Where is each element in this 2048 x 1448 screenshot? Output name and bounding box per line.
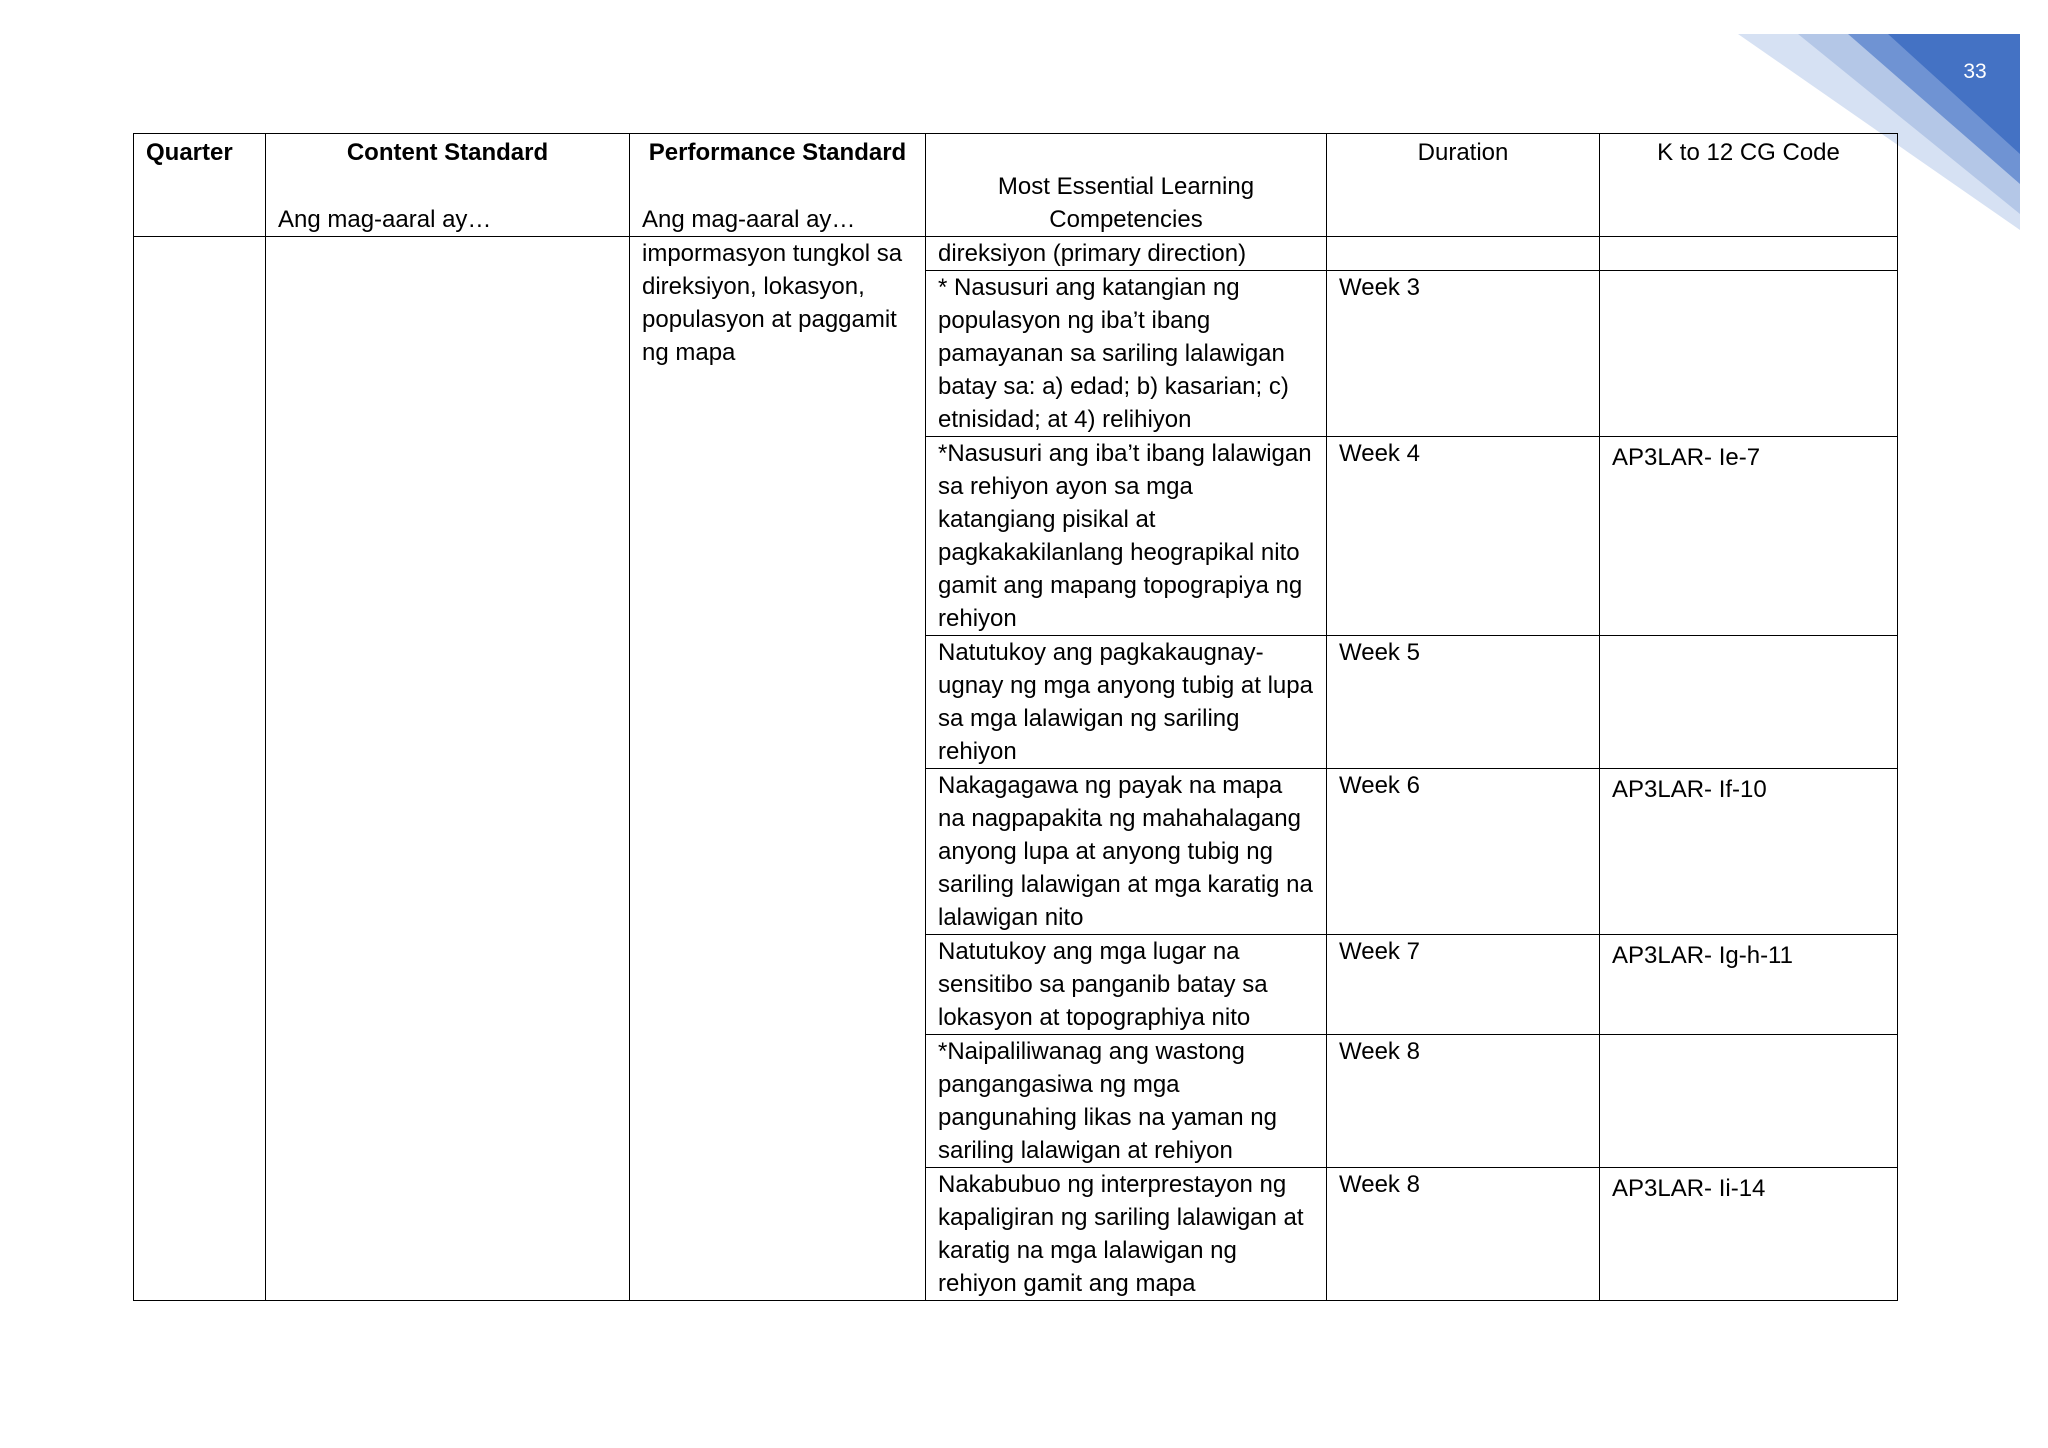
melc-cell: *Naipaliliwanag ang wastong pangangasiwa ng mga pangunahing likas na yaman ng sariling lalawigan at rehiyon xyxy=(926,1035,1327,1168)
content-standard-sub: Ang mag-aaral ay… xyxy=(278,206,492,233)
melc-cell: Nakabubuo ng interprestayon ng kapaligiran ng sariling lalawigan at karatig na mga lalawigan ng rehiyon gamit ang mapa xyxy=(926,1168,1327,1301)
header-quarter: Quarter xyxy=(134,134,266,237)
header-duration: Duration xyxy=(1327,134,1600,237)
duration-cell: Week 5 xyxy=(1327,636,1600,769)
duration-cell: Week 8 xyxy=(1327,1035,1600,1168)
duration-cell: Week 3 xyxy=(1327,271,1600,437)
melc-cell: direksiyon (primary direction) xyxy=(926,237,1327,271)
duration-cell: Week 8 xyxy=(1327,1168,1600,1301)
code-cell xyxy=(1600,271,1898,437)
melc-table xyxy=(133,133,1898,1301)
code-cell: AP3LAR- Ig-h-11 xyxy=(1600,935,1898,1035)
melc-cell: Natutukoy ang mga lugar na sensitibo sa panganib batay sa lokasyon at topographiya nito xyxy=(926,935,1327,1035)
melc-cell: Natutukoy ang pagkakaugnay-ugnay ng mga anyong tubig at lupa sa mga lalawigan ng sariling rehiyon xyxy=(926,636,1327,769)
code-cell: AP3LAR- Ii-14 xyxy=(1600,1168,1898,1301)
melc-cell: * Nasusuri ang katangian ng populasyon ng iba’t ibang pamayanan sa sariling lalawigan batay sa: a) edad; b) kasarian; c) etnisidad; at 4) relihiyon xyxy=(926,271,1327,437)
header-code: K to 12 CG Code xyxy=(1600,134,1898,237)
performance-standard-cell: impormasyon tungkol sa direksiyon, lokasyon, populasyon at paggamit ng mapa xyxy=(630,237,926,1301)
duration-cell: Week 6 xyxy=(1327,769,1600,935)
content-standard-title: Content Standard xyxy=(346,139,549,166)
code-cell: AP3LAR- Ie-7 xyxy=(1600,437,1898,636)
table-header-row xyxy=(134,134,1898,237)
performance-standard-title: Performance Standard xyxy=(648,139,907,166)
table-row xyxy=(134,237,1898,271)
duration-cell: Week 7 xyxy=(1327,935,1600,1035)
performance-standard-sub: Ang mag-aaral ay… xyxy=(642,206,856,233)
melc-cell: Nakagagawa ng payak na mapa na nagpapakita ng mahahalagang anyong lupa at anyong tubig ng sariling lalawigan at mga karatig na lalawigan nito xyxy=(926,769,1327,935)
quarter-cell xyxy=(134,237,266,1301)
melc-cell: *Nasusuri ang iba’t ibang lalawigan sa rehiyon ayon sa mga katangiang pisikal at pagkakakilanlang heograpikal nito gamit ang mapang topograpiya ng rehiyon xyxy=(926,437,1327,636)
code-cell xyxy=(1600,237,1898,271)
code-cell xyxy=(1600,1035,1898,1168)
duration-cell: Week 4 xyxy=(1327,437,1600,636)
page-number: 33 xyxy=(1963,60,1987,83)
header-content-standard xyxy=(266,134,630,237)
code-cell: AP3LAR- If-10 xyxy=(1600,769,1898,935)
header-melc: Most Essential Learning Competencies xyxy=(926,134,1327,237)
duration-cell xyxy=(1327,237,1600,271)
code-cell xyxy=(1600,636,1898,769)
content-standard-cell xyxy=(266,237,630,1301)
header-performance-standard xyxy=(630,134,926,237)
